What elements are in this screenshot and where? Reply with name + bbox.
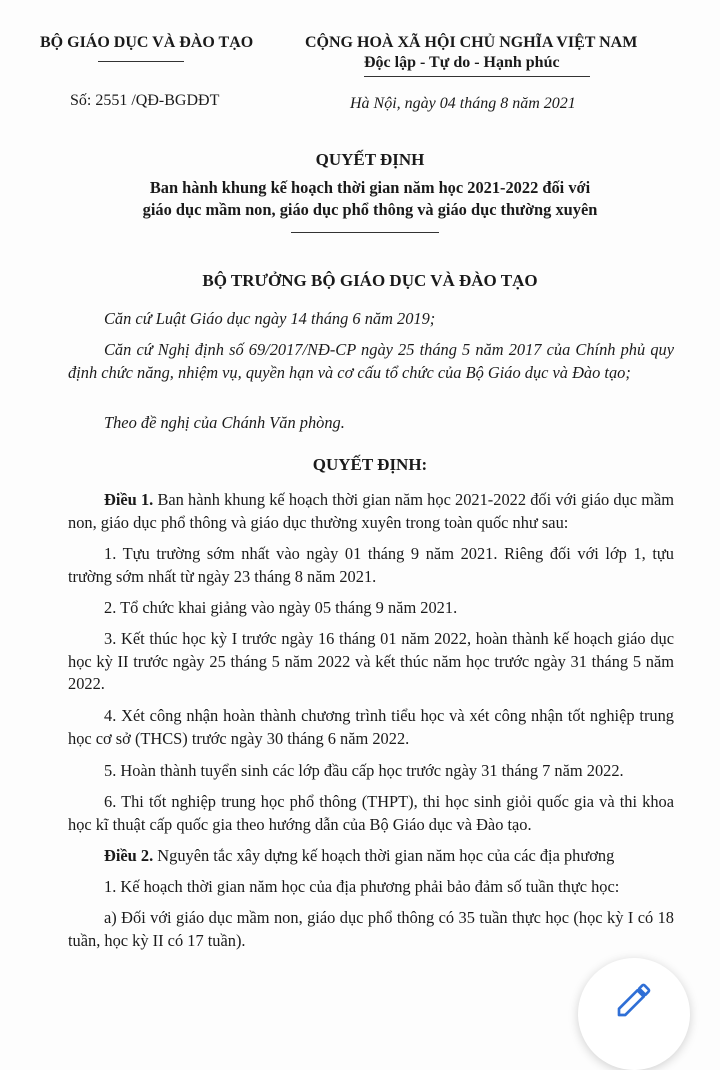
ministry-name: BỘ GIÁO DỤC VÀ ĐÀO TẠO	[40, 34, 254, 51]
article-1	[68, 489, 674, 534]
place-date: Hà Nội, ngày 04 tháng 8 năm 2021	[350, 95, 576, 112]
ministry-underline	[98, 61, 184, 62]
article-2-item-1: 1. Kế hoạch thời gian năm học của địa phương phải bảo đảm số tuần thực học:	[104, 877, 620, 896]
pencil-icon	[614, 980, 654, 1020]
legal-basis-3: Theo đề nghị của Chánh Văn phòng.	[104, 413, 345, 432]
legal-basis-2: Căn cứ Nghị định số 69/2017/NĐ-CP ngày 25 tháng 5 năm 2017 của Chính phủ quy định chức năng, nhiệm vụ, quyền hạn và cơ cấu tổ chức của Bộ Giáo dục và Đào tạo;	[68, 340, 674, 382]
article-1-label: Điều 1.	[104, 490, 154, 509]
legal-basis-1: Căn cứ Luật Giáo dục ngày 14 tháng 6 năm 2019;	[104, 309, 436, 328]
article-2-label: Điều 2.	[104, 846, 154, 865]
title-underline	[291, 232, 439, 233]
article-1-item-1: 1. Tựu trường sớm nhất vào ngày 01 tháng 9 năm 2021. Riêng đối với lớp 1, tựu trường sớm nhất từ ngày 23 tháng 8 năm 2021.	[68, 544, 674, 586]
edit-button[interactable]	[578, 958, 690, 1070]
document-subtitle-1: Ban hành khung kế hoạch thời gian năm học 2021-2022 đối với	[149, 178, 591, 197]
republic-name: CỘNG HOÀ XÃ HỘI CHỦ NGHĨA VIỆT NAM	[305, 34, 638, 51]
document-number: Số: 2551 /QĐ-BGDĐT	[70, 92, 220, 109]
article-2-text: Nguyên tắc xây dựng kế hoạch thời gian năm học của các địa phương	[153, 846, 615, 865]
decision-heading: QUYẾT ĐỊNH:	[312, 455, 428, 474]
article-1-text: Ban hành khung kế hoạch thời gian năm học 2021-2022 đối với giáo dục mầm non, giáo dục phổ thông và giáo dục thường xuyên trong toàn quốc như sau:	[68, 490, 674, 532]
document-subtitle-2: giáo dục mầm non, giáo dục phổ thông và giáo dục thường xuyên	[142, 200, 598, 219]
national-motto: Độc lập - Tự do - Hạnh phúc	[364, 54, 560, 71]
article-1-item-5: 5. Hoàn thành tuyển sinh các lớp đầu cấp học trước ngày 31 tháng 7 năm 2022.	[104, 761, 624, 780]
article-2-item-1a: a) Đối với giáo dục mầm non, giáo dục phổ thông có 35 tuần thực học (học kỳ I có 18 tuần, học kỳ II có 17 tuần).	[68, 908, 674, 950]
article-1-item-4: 4. Xét công nhận hoàn thành chương trình tiểu học và xét công nhận tốt nghiệp trung học cơ sở (THCS) trước ngày 30 tháng 6 năm 2022.	[68, 706, 674, 748]
article-1-item-6: 6. Thi tốt nghiệp trung học phổ thông (THPT), thi học sinh giỏi quốc gia và thi khoa học kĩ thuật cấp quốc gia theo hướng dẫn của Bộ Giáo dục và Đào tạo.	[68, 792, 674, 834]
motto-underline	[364, 76, 590, 77]
article-1-item-2: 2. Tổ chức khai giảng vào ngày 05 tháng 9 năm 2021.	[104, 598, 458, 617]
document-title: QUYẾT ĐỊNH	[315, 150, 425, 169]
article-2	[68, 845, 674, 868]
issuing-authority: BỘ TRƯỞNG BỘ GIÁO DỤC VÀ ĐÀO TẠO	[202, 271, 538, 290]
article-1-item-3: 3. Kết thúc học kỳ I trước ngày 16 tháng 01 năm 2022, hoàn thành kế hoạch giáo dục học kỳ II trước ngày 25 tháng 5 năm 2022 và kết thúc năm học trước ngày 31 tháng 5 năm 2022.	[68, 629, 674, 693]
